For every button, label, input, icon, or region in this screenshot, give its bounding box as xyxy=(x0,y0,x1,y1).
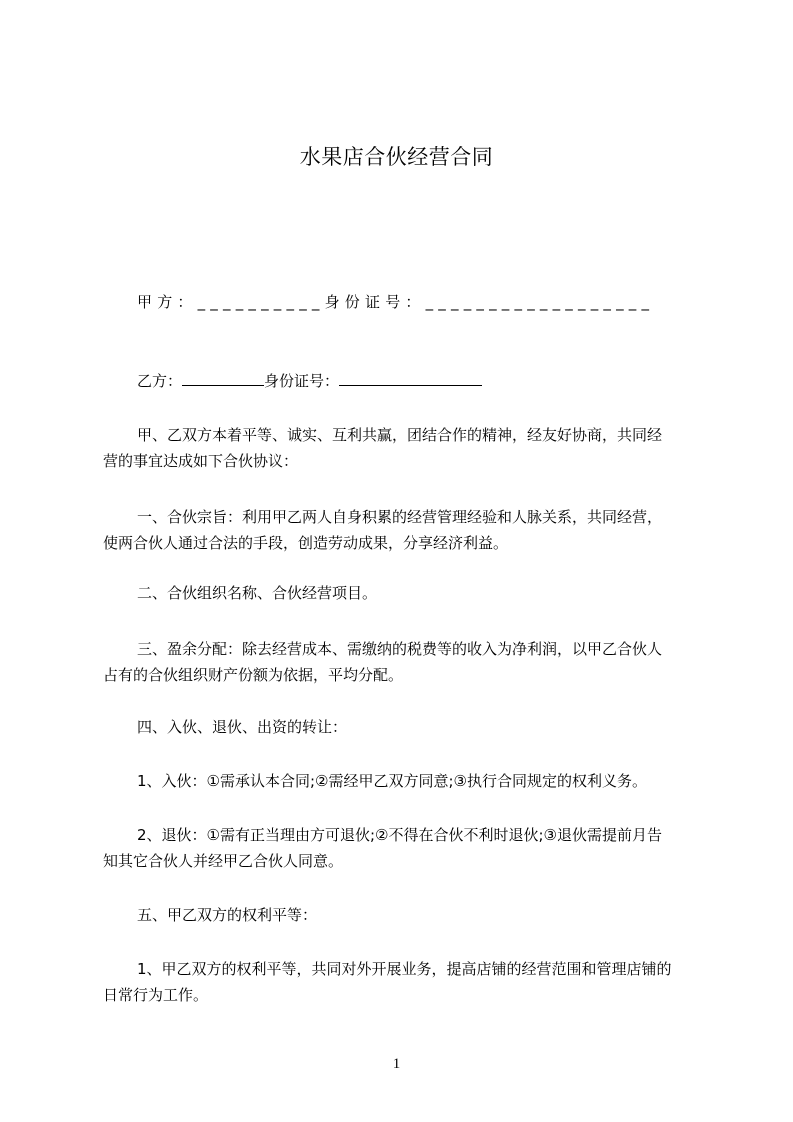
party-b-label: 乙方： xyxy=(137,372,183,390)
intro-line-1: 甲、乙双方本着平等、诚实、互利共赢，团结合作的精神，经友好协商，共同经 xyxy=(137,426,663,444)
intro-line-2: 营的事宜达成如下合伙协议： xyxy=(103,452,299,470)
section-4-heading: 四、入伙、退伙、出资的转让： xyxy=(137,718,348,736)
party-b-name-blank xyxy=(182,371,264,386)
section-1-line-1: 一、合伙宗旨：利用甲乙两人自身积累的经营管理经验和人脉关系，共同经营， xyxy=(137,508,663,526)
section-4-item-2-line-1: 2、退伙：①需有正当理由方可退伙;②不得在合伙不利时退伙;③退伙需提前月告 xyxy=(137,826,662,844)
section-5-item-1-line-2: 日常行为工作。 xyxy=(103,986,209,1004)
document-title: 水果店合伙经营合同 xyxy=(299,145,494,169)
section-5-heading: 五、甲乙双方的权利平等： xyxy=(137,906,318,924)
party-a-line: 甲方：__________身份证号：__________________ xyxy=(137,293,655,311)
section-1-line-2: 使两合伙人通过合法的手段，创造劳动成果，分享经济利益。 xyxy=(103,534,509,552)
section-4-item-2-line-2: 知其它合伙人并经甲乙合伙人同意。 xyxy=(103,852,344,870)
section-3-line-2: 占有的合伙组织财产份额为依据，平均分配。 xyxy=(103,666,404,684)
section-4-item-1: 1、入伙：①需承认本合同;②需经甲乙双方同意;③执行合同规定的权利义务。 xyxy=(137,772,647,790)
page-number: 1 xyxy=(392,1056,401,1072)
party-b-line xyxy=(137,368,742,394)
party-b-id-label: 身份证号： xyxy=(264,372,340,390)
section-5-item-1-line-1: 1、甲乙双方的权利平等，共同对外开展业务，提高店铺的经营范围和管理店铺的 xyxy=(137,960,672,978)
party-b-id-blank xyxy=(339,371,482,386)
section-3-line-1: 三、盈余分配：除去经营成本、需缴纳的税费等的收入为净利润，以甲乙合伙人 xyxy=(137,640,663,658)
section-2-heading: 二、合伙组织名称、合伙经营项目。 xyxy=(137,584,378,602)
